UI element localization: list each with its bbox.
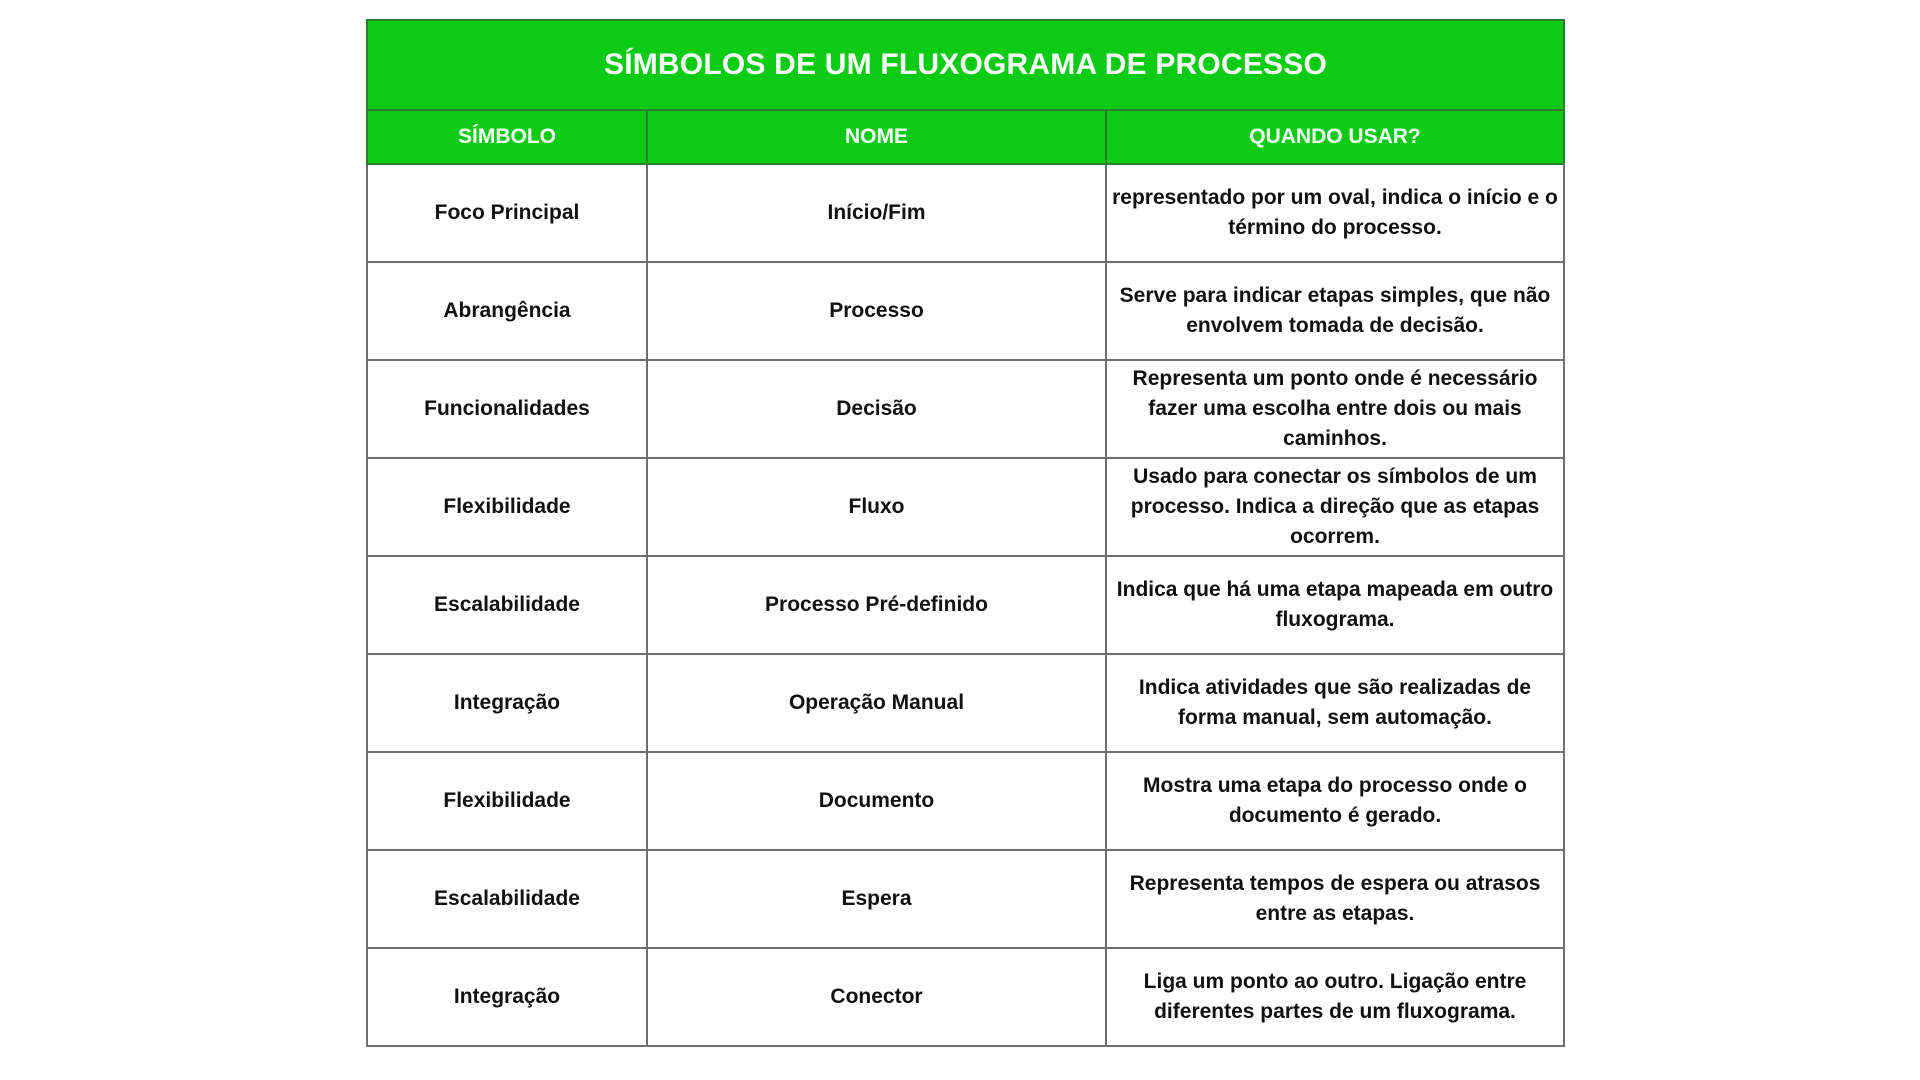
cell-symbol: Foco Principal [367,164,647,262]
cell-symbol: Funcionalidades [367,360,647,458]
table-row [367,752,1564,850]
cell-symbol: Escalabilidade [367,850,647,948]
cell-name: Processo [647,262,1106,360]
cell-when: Indica atividades que são realizadas de forma manual, sem automação. [1106,654,1564,752]
cell-symbol: Escalabilidade [367,556,647,654]
cell-when: Indica que há uma etapa mapeada em outro fluxograma. [1106,556,1564,654]
cell-name: Conector [647,948,1106,1046]
flowchart-symbols-table [366,19,1565,1047]
table-title: SÍMBOLOS DE UM FLUXOGRAMA DE PROCESSO [367,20,1564,110]
header-name: NOME [647,110,1106,164]
cell-symbol: Integração [367,948,647,1046]
cell-name: Operação Manual [647,654,1106,752]
header-symbol: SÍMBOLO [367,110,647,164]
cell-name: Espera [647,850,1106,948]
cell-symbol: Flexibilidade [367,458,647,556]
table-row [367,948,1564,1046]
table-row [367,262,1564,360]
cell-when: Representa um ponto onde é necessário fazer uma escolha entre dois ou mais caminhos. [1106,360,1564,458]
cell-when: Representa tempos de espera ou atrasos entre as etapas. [1106,850,1564,948]
table-row [367,164,1564,262]
cell-when: Usado para conectar os símbolos de um processo. Indica a direção que as etapas ocorrem. [1106,458,1564,556]
cell-name: Decisão [647,360,1106,458]
table-row [367,556,1564,654]
cell-symbol: Flexibilidade [367,752,647,850]
cell-when: Serve para indicar etapas simples, que não envolvem tomada de decisão. [1106,262,1564,360]
cell-symbol: Abrangência [367,262,647,360]
table-row [367,850,1564,948]
table-row [367,360,1564,458]
cell-when: representado por um oval, indica o início e o término do processo. [1106,164,1564,262]
cell-name: Fluxo [647,458,1106,556]
cell-name: Início/Fim [647,164,1106,262]
header-when-to-use: QUANDO USAR? [1106,110,1564,164]
table-title-row [367,20,1564,110]
table-header-row [367,110,1564,164]
cell-name: Documento [647,752,1106,850]
cell-symbol: Integração [367,654,647,752]
cell-when: Liga um ponto ao outro. Ligação entre diferentes partes de um fluxograma. [1106,948,1564,1046]
cell-name: Processo Pré-definido [647,556,1106,654]
table-row [367,654,1564,752]
table-row [367,458,1564,556]
cell-when: Mostra uma etapa do processo onde o documento é gerado. [1106,752,1564,850]
